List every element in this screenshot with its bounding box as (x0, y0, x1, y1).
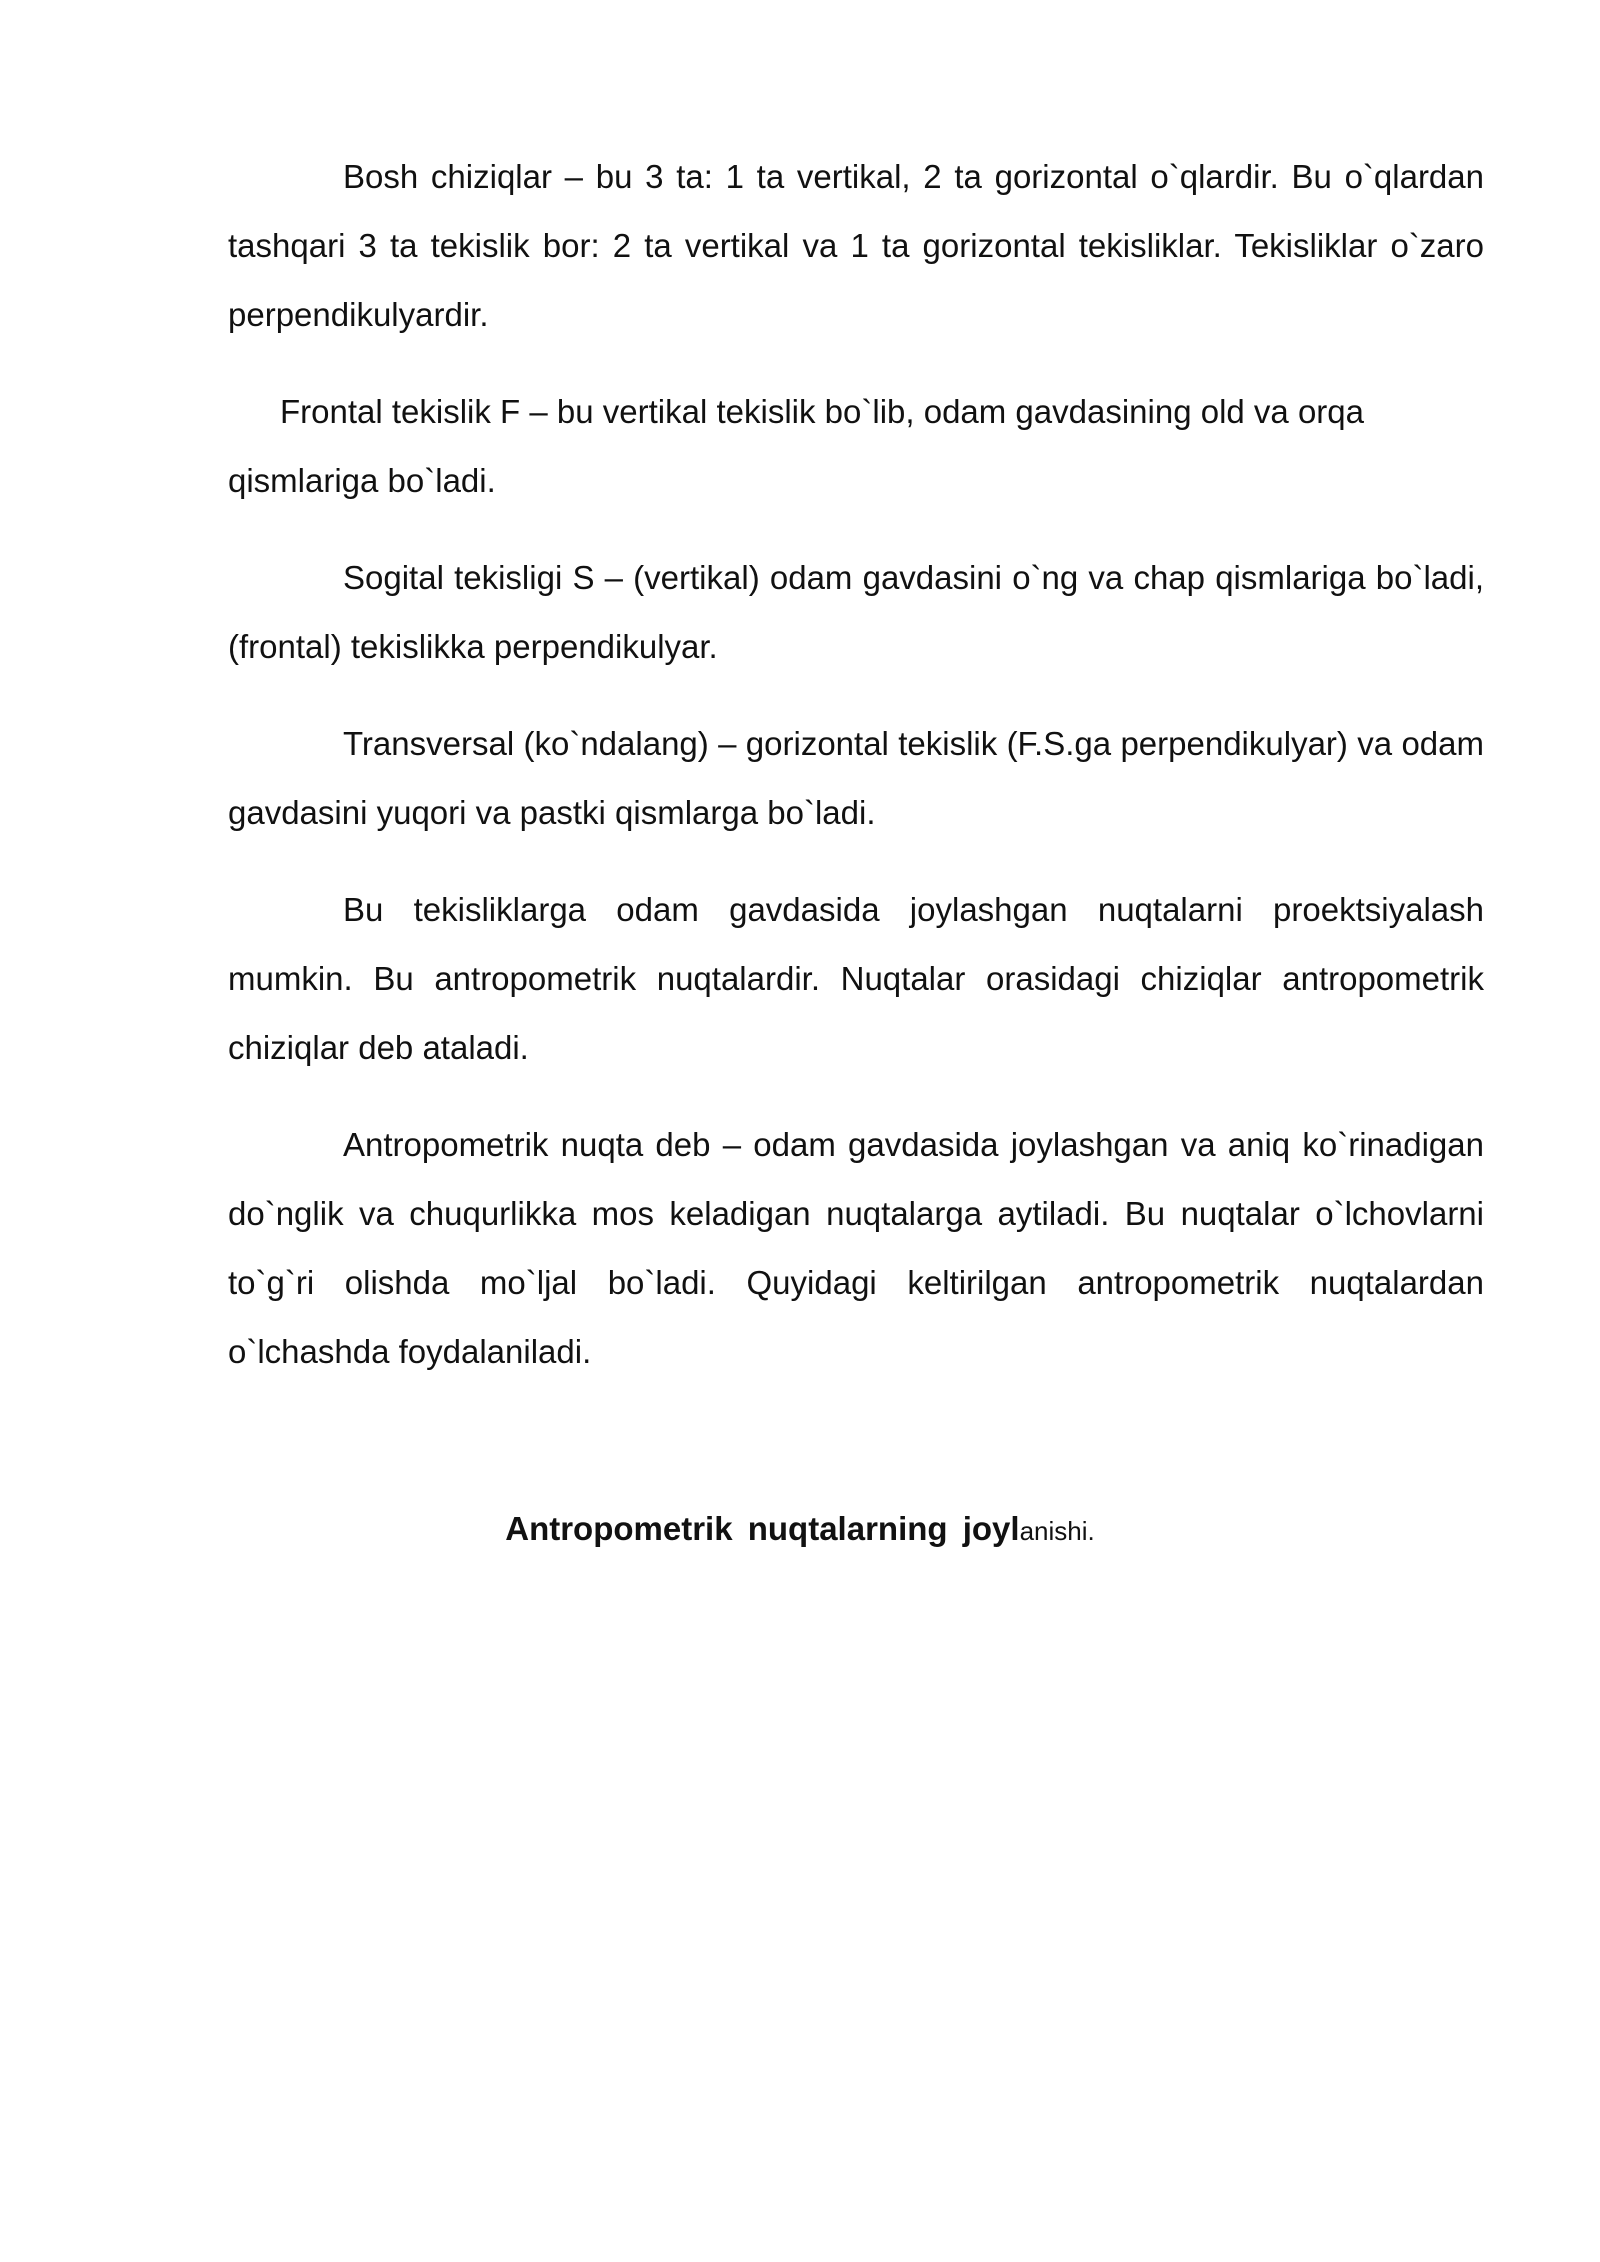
paragraph-transversal-plane: Transversal (ko`ndalang) – gorizontal tekislik (F.S.ga perpendikulyar) va odam gavdasini yuqori va pastki qismlarga bo`ladi. (228, 725, 1484, 831)
paragraph-sagittal-plane: Sogital tekisligi S – (vertikal) odam gavdasini o`ng va chap qismlariga bo`ladi, (frontal) tekislikka perpendikulyar. (228, 559, 1484, 665)
caption-bold-text: Antropometrik nuqtalarning joyl (505, 1510, 1020, 1547)
document-body (228, 142, 1484, 1414)
paragraph-projection: Bu tekisliklarga odam gavdasida joylashgan nuqtalarni proektsiyalash mumkin. Bu antropometrik nuqtalardir. Nuqtalar orasidagi chiziqlar antropometrik chiziqlar deb ataladi. (228, 891, 1484, 1066)
paragraph-anthropometric-point: Antropometrik nuqta deb – odam gavdasida joylashgan va aniq ko`rinadigan do`nglik va chuqurlikka mos keladigan nuqtalarga aytiladi. Bu nuqtalar o`lchovlarni to`g`ri olishda mo`ljal bo`ladi. Quyidagi keltirilgan antropometrik nuqtalardan o`lchashda foydalaniladi. (228, 1126, 1484, 1370)
figure-caption (0, 1507, 1600, 1553)
paragraph-frontal-plane: Frontal tekislik F – bu vertikal tekislik bo`lib, odam gavdasining old va orqa qismlariga bo`ladi. (228, 393, 1365, 499)
caption-small-text: anishi. (1019, 1516, 1095, 1546)
paragraph-main-lines: Bosh chiziqlar – bu 3 ta: 1 ta vertikal, 2 ta gorizontal o`qlardir. Bu o`qlardan tashqari 3 ta tekislik bor: 2 ta vertikal va 1 ta gorizontal tekisliklar. Tekisliklar o`zaro perpendikulyardir. (228, 158, 1484, 333)
